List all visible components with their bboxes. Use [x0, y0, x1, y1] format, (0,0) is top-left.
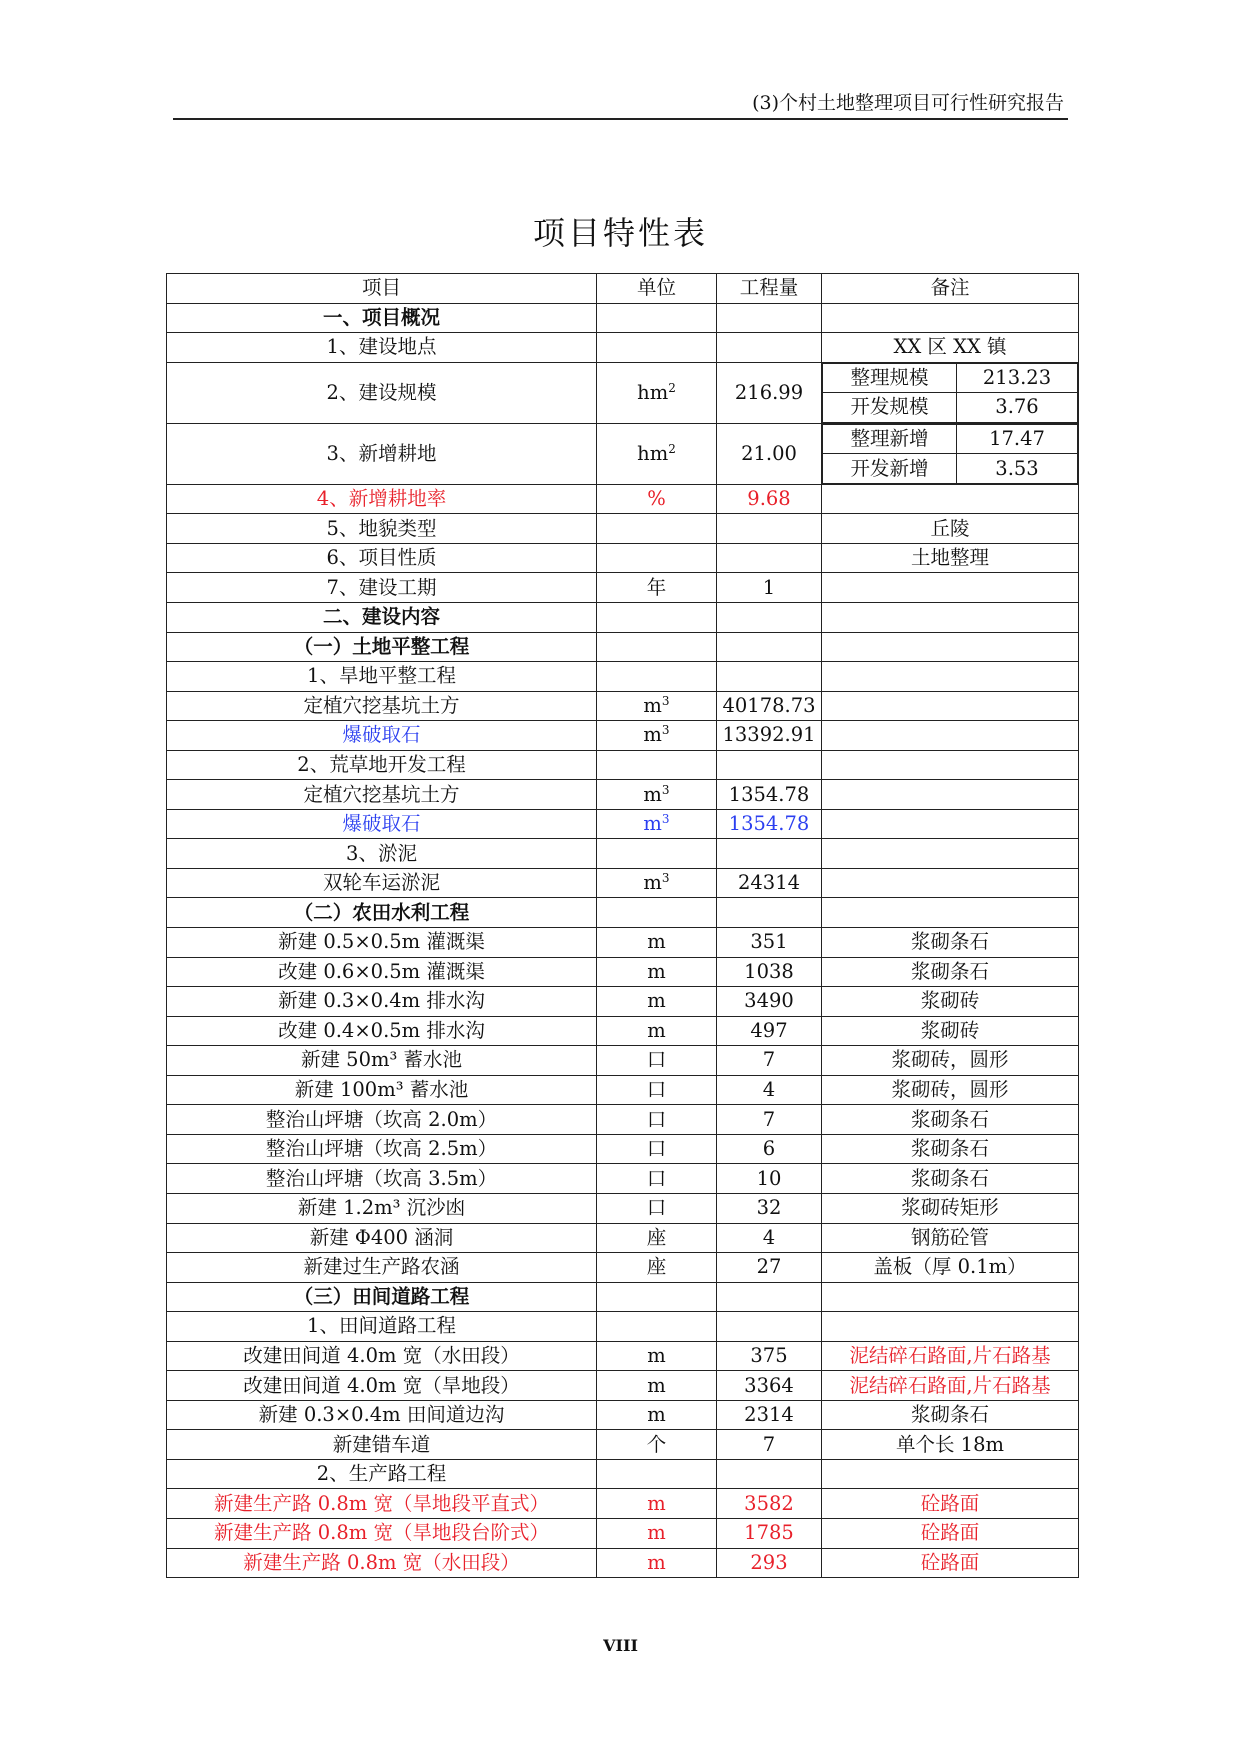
note-split-label: 开发规模	[823, 393, 957, 423]
item-cell: 2、生产路工程	[167, 1459, 597, 1489]
unit-cell: 口	[597, 1193, 717, 1223]
table-row	[167, 1046, 1079, 1076]
table-row	[167, 573, 1079, 603]
table-row	[167, 1548, 1079, 1578]
note-cell	[822, 898, 1079, 928]
table-row	[167, 514, 1079, 544]
unit-cell	[597, 333, 717, 363]
note-cell: 浆砌条石	[822, 928, 1079, 958]
table-row	[167, 484, 1079, 514]
quantity-cell: 21.00	[717, 423, 822, 484]
quantity-cell: 4	[717, 1075, 822, 1105]
quantity-cell: 3364	[717, 1371, 822, 1401]
table-row	[167, 1075, 1079, 1105]
quantity-cell: 4	[717, 1223, 822, 1253]
unit-cell: 个	[597, 1430, 717, 1460]
quantity-cell: 3490	[717, 987, 822, 1017]
note-cell: 浆砌条石	[822, 1400, 1079, 1430]
unit-cell	[597, 1459, 717, 1489]
note-cell: 单个长 18m	[822, 1430, 1079, 1460]
quantity-cell	[717, 333, 822, 363]
item-cell: 1、建设地点	[167, 333, 597, 363]
quantity-cell: 6	[717, 1134, 822, 1164]
note-cell: 砼路面	[822, 1518, 1079, 1548]
note-cell: 砼路面	[822, 1489, 1079, 1519]
note-cell: 泥结碎石路面,片石路基	[822, 1341, 1079, 1371]
quantity-cell: 1038	[717, 957, 822, 987]
table-row	[167, 1253, 1079, 1283]
note-cell: 浆砌砖	[822, 1016, 1079, 1046]
unit-cell: m	[597, 1016, 717, 1046]
item-cell: 7、建设工期	[167, 573, 597, 603]
unit-cell: $m^3$	[597, 721, 717, 751]
item-cell: 新建 1.2m³ 沉沙凼	[167, 1193, 597, 1223]
item-cell: 4、新增耕地率	[167, 484, 597, 514]
quantity-cell	[717, 750, 822, 780]
note-cell	[822, 662, 1079, 692]
item-cell: 新建生产路 0.8m 宽（旱地段平直式）	[167, 1489, 597, 1519]
note-cell	[822, 484, 1079, 514]
note-split-label: 整理规模	[823, 363, 957, 393]
project-spec-table	[166, 273, 1079, 1578]
table-row	[167, 662, 1079, 692]
note-cell	[822, 750, 1079, 780]
unit-cell: m	[597, 957, 717, 987]
unit-cell: m	[597, 1518, 717, 1548]
item-cell: 新建 Φ400 涵洞	[167, 1223, 597, 1253]
note-split-row	[823, 363, 1078, 393]
item-cell: 新建 0.5×0.5m 灌溉渠	[167, 928, 597, 958]
item-cell: 定植穴挖基坑土方	[167, 780, 597, 810]
table-row	[167, 691, 1079, 721]
item-cell: 整治山坪塘（坎高 2.5m）	[167, 1134, 597, 1164]
unit-cell: 座	[597, 1253, 717, 1283]
note-cell	[822, 1312, 1079, 1342]
table-row	[167, 1105, 1079, 1135]
quantity-cell: 1354.78	[717, 780, 822, 810]
unit-cell: m	[597, 1400, 717, 1430]
item-cell: 新建 100m³ 蓄水池	[167, 1075, 597, 1105]
note-cell	[822, 809, 1079, 839]
item-cell: 改建田间道 4.0m 宽（旱地段）	[167, 1371, 597, 1401]
unit-cell: m	[597, 1371, 717, 1401]
note-cell: 浆砌条石	[822, 1105, 1079, 1135]
note-cell	[822, 362, 1079, 423]
table-row	[167, 423, 1079, 484]
quantity-cell: 40178.73	[717, 691, 822, 721]
table-row	[167, 721, 1079, 751]
note-split-value: 3.76	[957, 393, 1078, 423]
note-cell: 砼路面	[822, 1548, 1079, 1578]
note-cell	[822, 423, 1079, 484]
table-row	[167, 1459, 1079, 1489]
table-row	[167, 303, 1079, 333]
item-cell: 新建过生产路农涵	[167, 1253, 597, 1283]
item-cell: 新建生产路 0.8m 宽（水田段）	[167, 1548, 597, 1578]
table-row	[167, 928, 1079, 958]
note-split-row	[823, 454, 1078, 484]
quantity-cell	[717, 1282, 822, 1312]
unit-cell	[597, 898, 717, 928]
table-row	[167, 957, 1079, 987]
quantity-cell: 3582	[717, 1489, 822, 1519]
unit-cell: $hm^2$	[597, 423, 717, 484]
item-cell: 整治山坪塘（坎高 2.0m）	[167, 1105, 597, 1135]
item-cell: 改建田间道 4.0m 宽（水田段）	[167, 1341, 597, 1371]
quantity-cell	[717, 662, 822, 692]
quantity-cell: 2314	[717, 1400, 822, 1430]
note-split-row	[823, 424, 1078, 454]
note-split-value: 3.53	[957, 454, 1078, 484]
note-cell: 盖板（厚 0.1m）	[822, 1253, 1079, 1283]
document-title: 项目特性表	[532, 214, 708, 252]
quantity-cell	[717, 303, 822, 333]
unit-cell: 口	[597, 1046, 717, 1076]
item-cell: 3、新增耕地	[167, 423, 597, 484]
note-split-value: 17.47	[957, 424, 1078, 454]
unit-cell	[597, 514, 717, 544]
item-cell: （一）土地平整工程	[167, 632, 597, 662]
table-row	[167, 632, 1079, 662]
table-row	[167, 1016, 1079, 1046]
quantity-cell	[717, 543, 822, 573]
table-row	[167, 1518, 1079, 1548]
quantity-cell: 7	[717, 1046, 822, 1076]
column-header-unit: 单位	[597, 274, 717, 304]
table-row	[167, 1282, 1079, 1312]
item-cell: 整治山坪塘（坎高 3.5m）	[167, 1164, 597, 1194]
unit-cell: m	[597, 1341, 717, 1371]
table-row	[167, 1312, 1079, 1342]
unit-cell	[597, 632, 717, 662]
unit-cell: $m^3$	[597, 691, 717, 721]
unit-cell: m	[597, 1548, 717, 1578]
table-header-row	[167, 274, 1079, 304]
table-row	[167, 898, 1079, 928]
unit-cell: $m^3$	[597, 809, 717, 839]
quantity-cell	[717, 1459, 822, 1489]
unit-cell	[597, 1312, 717, 1342]
item-cell: 改建 0.4×0.5m 排水沟	[167, 1016, 597, 1046]
note-cell: 浆砌砖，圆形	[822, 1046, 1079, 1076]
table-row	[167, 1430, 1079, 1460]
page-header	[173, 86, 1068, 120]
quantity-cell: 32	[717, 1193, 822, 1223]
unit-cell: $hm^2$	[597, 362, 717, 423]
quantity-cell: 27	[717, 1253, 822, 1283]
table-row	[167, 333, 1079, 363]
unit-cell: 座	[597, 1223, 717, 1253]
quantity-cell	[717, 1312, 822, 1342]
table-row	[167, 1489, 1079, 1519]
unit-cell: 口	[597, 1075, 717, 1105]
quantity-cell: 293	[717, 1548, 822, 1578]
item-cell: 新建 0.3×0.4m 排水沟	[167, 987, 597, 1017]
note-cell: XX 区 XX 镇	[822, 333, 1079, 363]
note-split-row	[823, 393, 1078, 423]
table-row	[167, 1164, 1079, 1194]
note-cell: 土地整理	[822, 543, 1079, 573]
page-number: VIII	[603, 1636, 638, 1655]
quantity-cell: 1354.78	[717, 809, 822, 839]
note-cell	[822, 780, 1079, 810]
note-cell: 泥结碎石路面,片石路基	[822, 1371, 1079, 1401]
note-split-label: 整理新增	[823, 424, 957, 454]
note-split-label: 开发新增	[823, 454, 957, 484]
unit-cell: $m^3$	[597, 868, 717, 898]
table-row	[167, 839, 1079, 869]
quantity-cell: 1785	[717, 1518, 822, 1548]
unit-cell: m	[597, 1489, 717, 1519]
quantity-cell: 351	[717, 928, 822, 958]
unit-cell: $m^3$	[597, 780, 717, 810]
unit-cell	[597, 839, 717, 869]
unit-cell	[597, 750, 717, 780]
unit-cell	[597, 303, 717, 333]
note-split-table	[822, 363, 1078, 423]
item-cell: 新建 50m³ 蓄水池	[167, 1046, 597, 1076]
note-cell	[822, 303, 1079, 333]
quantity-cell	[717, 603, 822, 633]
item-cell: 一、项目概况	[167, 303, 597, 333]
column-header-item: 项目	[167, 274, 597, 304]
note-cell	[822, 868, 1079, 898]
quantity-cell	[717, 898, 822, 928]
unit-cell: 口	[597, 1105, 717, 1135]
note-cell: 浆砌砖，圆形	[822, 1075, 1079, 1105]
table-row	[167, 1193, 1079, 1223]
item-cell: 新建 0.3×0.4m 田间道边沟	[167, 1400, 597, 1430]
item-cell: 1、旱地平整工程	[167, 662, 597, 692]
unit-cell: 口	[597, 1164, 717, 1194]
table-row	[167, 1134, 1079, 1164]
table-row	[167, 603, 1079, 633]
note-split-table	[822, 424, 1078, 484]
quantity-cell: 24314	[717, 868, 822, 898]
item-cell: 6、项目性质	[167, 543, 597, 573]
unit-cell: 口	[597, 1134, 717, 1164]
table-row	[167, 750, 1079, 780]
unit-cell: m	[597, 928, 717, 958]
item-cell: 3、淤泥	[167, 839, 597, 869]
quantity-cell: 13392.91	[717, 721, 822, 751]
quantity-cell: 7	[717, 1430, 822, 1460]
item-cell: 2、荒草地开发工程	[167, 750, 597, 780]
item-cell: 双轮车运淤泥	[167, 868, 597, 898]
note-cell: 浆砌砖	[822, 987, 1079, 1017]
quantity-cell: 1	[717, 573, 822, 603]
note-cell: 浆砌砖矩形	[822, 1193, 1079, 1223]
table-row	[167, 1223, 1079, 1253]
note-cell: 浆砌条石	[822, 1134, 1079, 1164]
quantity-cell: 497	[717, 1016, 822, 1046]
note-cell: 钢筋砼管	[822, 1223, 1079, 1253]
table-row	[167, 868, 1079, 898]
table-row	[167, 362, 1079, 423]
item-cell: 爆破取石	[167, 809, 597, 839]
column-header-quantity: 工程量	[717, 274, 822, 304]
note-cell	[822, 632, 1079, 662]
unit-cell	[597, 543, 717, 573]
quantity-cell	[717, 514, 822, 544]
item-cell: 2、建设规模	[167, 362, 597, 423]
item-cell: 二、建设内容	[167, 603, 597, 633]
note-cell	[822, 691, 1079, 721]
column-header-note: 备注	[822, 274, 1079, 304]
note-cell	[822, 1282, 1079, 1312]
note-cell: 丘陵	[822, 514, 1079, 544]
table-row	[167, 543, 1079, 573]
quantity-cell: 10	[717, 1164, 822, 1194]
item-cell: 定植穴挖基坑土方	[167, 691, 597, 721]
quantity-cell	[717, 839, 822, 869]
unit-cell	[597, 603, 717, 633]
table-row	[167, 1341, 1079, 1371]
item-cell: （二）农田水利工程	[167, 898, 597, 928]
item-cell: 新建生产路 0.8m 宽（旱地段台阶式）	[167, 1518, 597, 1548]
table-row	[167, 809, 1079, 839]
unit-cell	[597, 662, 717, 692]
note-split-value: 213.23	[957, 363, 1078, 393]
table-row	[167, 1400, 1079, 1430]
table-row	[167, 1371, 1079, 1401]
note-cell	[822, 839, 1079, 869]
note-cell: 浆砌条石	[822, 1164, 1079, 1194]
header-title: (3)个村土地整理项目可行性研究报告	[752, 92, 1064, 114]
note-cell	[822, 721, 1079, 751]
unit-cell: %	[597, 484, 717, 514]
note-cell: 浆砌条石	[822, 957, 1079, 987]
item-cell: 5、地貌类型	[167, 514, 597, 544]
note-cell	[822, 603, 1079, 633]
quantity-cell: 9.68	[717, 484, 822, 514]
item-cell: 1、田间道路工程	[167, 1312, 597, 1342]
table-row	[167, 987, 1079, 1017]
unit-cell	[597, 1282, 717, 1312]
item-cell: （三）田间道路工程	[167, 1282, 597, 1312]
table-row	[167, 780, 1079, 810]
unit-cell: 年	[597, 573, 717, 603]
item-cell: 新建错车道	[167, 1430, 597, 1460]
note-cell	[822, 573, 1079, 603]
quantity-cell	[717, 632, 822, 662]
quantity-cell: 375	[717, 1341, 822, 1371]
note-cell	[822, 1459, 1079, 1489]
unit-cell: m	[597, 987, 717, 1017]
quantity-cell: 7	[717, 1105, 822, 1135]
item-cell: 改建 0.6×0.5m 灌溉渠	[167, 957, 597, 987]
quantity-cell: 216.99	[717, 362, 822, 423]
item-cell: 爆破取石	[167, 721, 597, 751]
